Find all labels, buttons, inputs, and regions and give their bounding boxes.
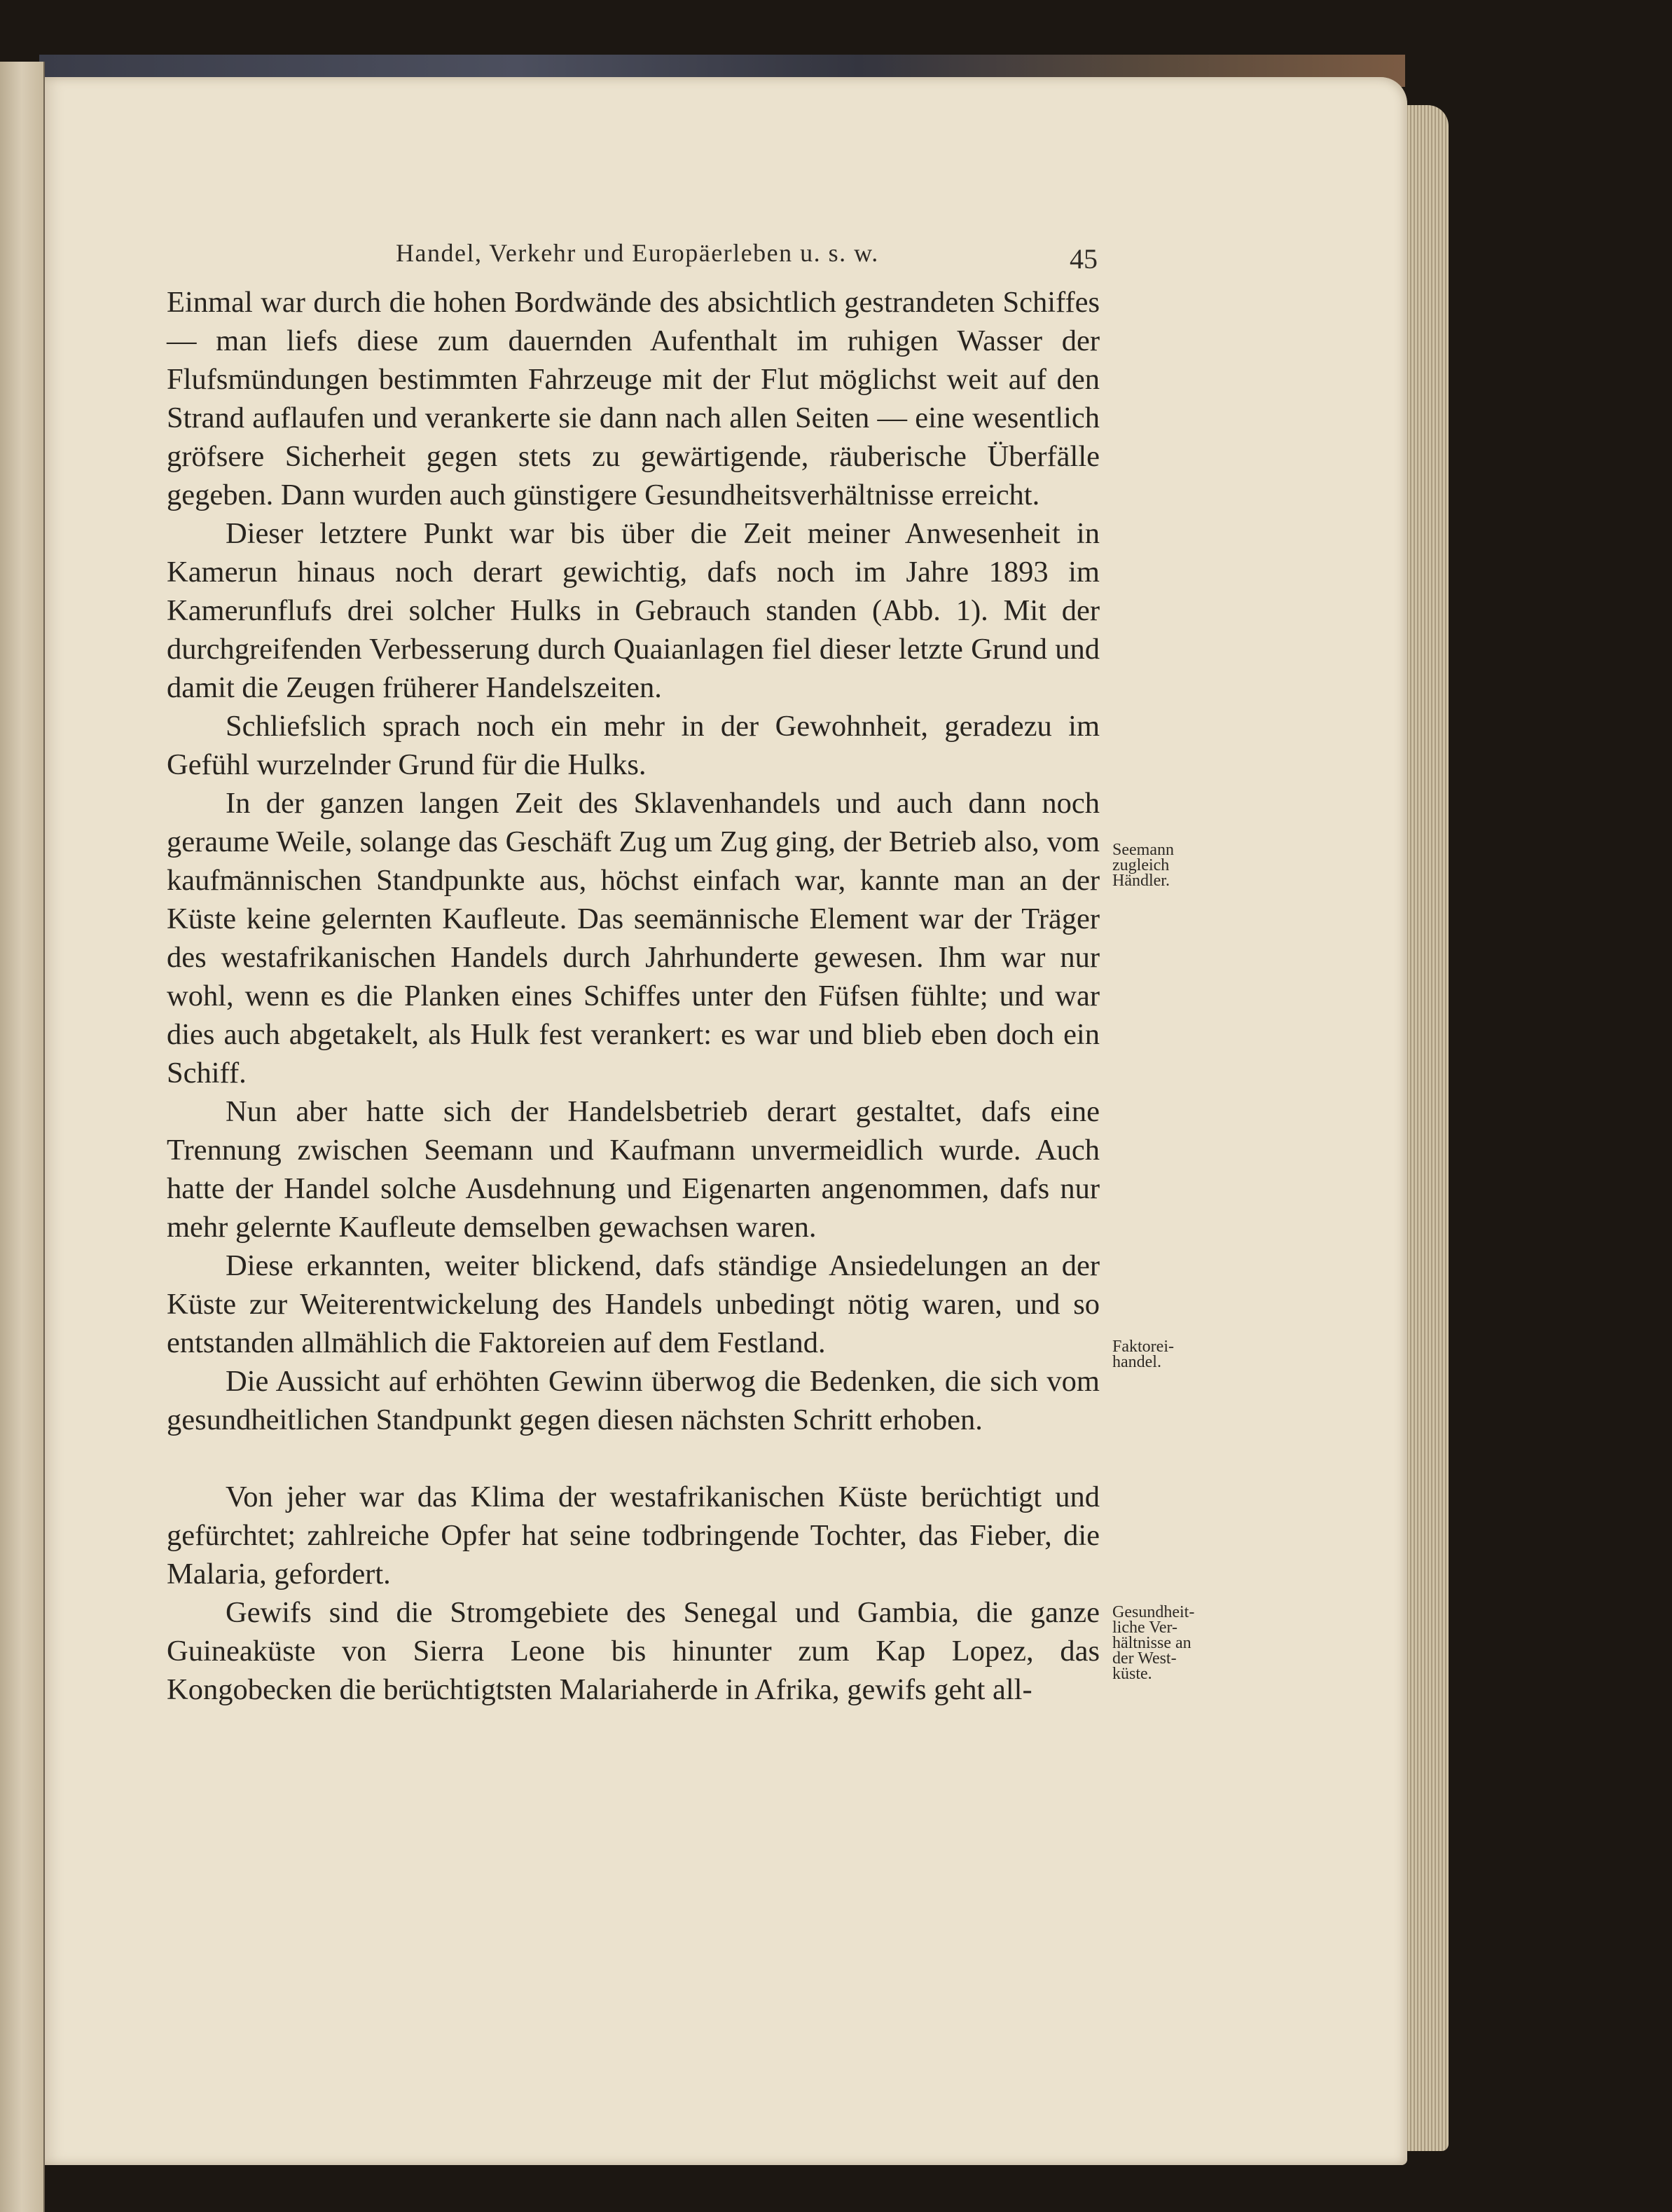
paragraph: Schliefslich sprach noch ein mehr in der Gewohnheit, geradezu im Gefühl wurzelnder Grund für die Hulks. [167,710,1100,781]
running-head: Handel, Verkehr und Europäerleben u. s. w. [396,239,879,267]
paragraph: Nun aber hatte sich der Handelsbetrieb derart gestaltet, dafs eine Trennung zwischen Seemann und Kaufmann unvermeidlich wurde. Auch hatte der Handel solche Ausdehnung und Eigenarten angenommen, dafs nur mehr gelernte Kaufleute demselben gewachsen waren. [167,1095,1100,1244]
margin-note-faktoreihandel: Faktorei- handel. [1112,1338,1174,1371]
page-number: 45 [1070,243,1098,275]
margin-note-gesundheit: Gesundheit- liche Ver- hältnisse an der West- küste. [1112,1603,1195,1683]
paragraph: Dieser letztere Punkt war bis über die Zeit meiner Anwesenheit in Kamerun hinaus noch derart gewichtig, dafs noch im Jahre 1893 im Kamerunflufs drei solcher Hulks in Gebrauch standen (Abb. 1). Mit der durchgreifenden Verbesserung durch Quaianlagen fiel dieser letzte Grund und damit die Zeugen früherer Handelszeiten. [167,517,1100,704]
paragraph: In der ganzen langen Zeit des Sklavenhandels und auch dann noch geraume Weile, solange das Geschäft Zug um Zug ging, der Betrieb also, vom kaufmännischen Standpunkte aus, höchst einfach war, kannte man an der Küste keine gelernten Kaufleute. Das seemännische Element war der Träger des westafrikanischen Handels durch Jahrhunderte gewesen. Ihm war nur wohl, wenn es die Planken eines Schiffes unter den Füfsen fühlte; und war dies auch abgetakelt, als Hulk fest verankert: es war und blieb eben doch ein Schiff. [167,787,1100,1090]
paragraph: Einmal war durch die hohen Bordwände des absichtlich gestrandeten Schiffes — man liefs diese zum dauernden Aufenthalt im ruhigen Wasser der Flufsmündungen bestimmten Fahrzeuge mit der Flut möglichst weit auf den Strand auflaufen und verankerte sie dann nach allen Seiten — eine wesentlich gröfsere Sicherheit gegen stets zu gewärtigende, räuberische Überfälle gegeben. Dann wurden auch günstigere Gesundheitsverhältnisse erreicht. [167,286,1100,511]
body-text [167,283,1100,1709]
paragraph: Die Aussicht auf erhöhten Gewinn überwog die Bedenken, die sich vom gesundheitlichen Standpunkt gegen diesen nächsten Schritt erhoben. [167,1365,1100,1436]
paragraph: Diese erkannten, weiter blickend, dafs ständige Ansiedelungen an der Küste zur Weiterentwickelung des Handels unbedingt nötig waren, und so entstanden allmählich die Faktoreien auf dem Festland. [167,1249,1100,1359]
margin-note-seemann: Seemann zugleich Händler. [1112,841,1174,890]
facing-page-edge [0,62,45,2212]
page-header [0,238,1672,280]
paragraph: Gewifs sind die Stromgebiete des Senegal und Gambia, die ganze Guineaküste von Sierra Leone bis hinunter zum Kap Lopez, das Kongobecken die berüchtigtsten Malariaherde in Afrika, gewifs geht all- [167,1596,1100,1706]
paragraph: Von jeher war das Klima der westafrikanischen Küste berüchtigt und gefürchtet; zahlreiche Opfer hat seine todbringende Tochter, das Fieber, die Malaria, gefordert. [167,1481,1100,1591]
